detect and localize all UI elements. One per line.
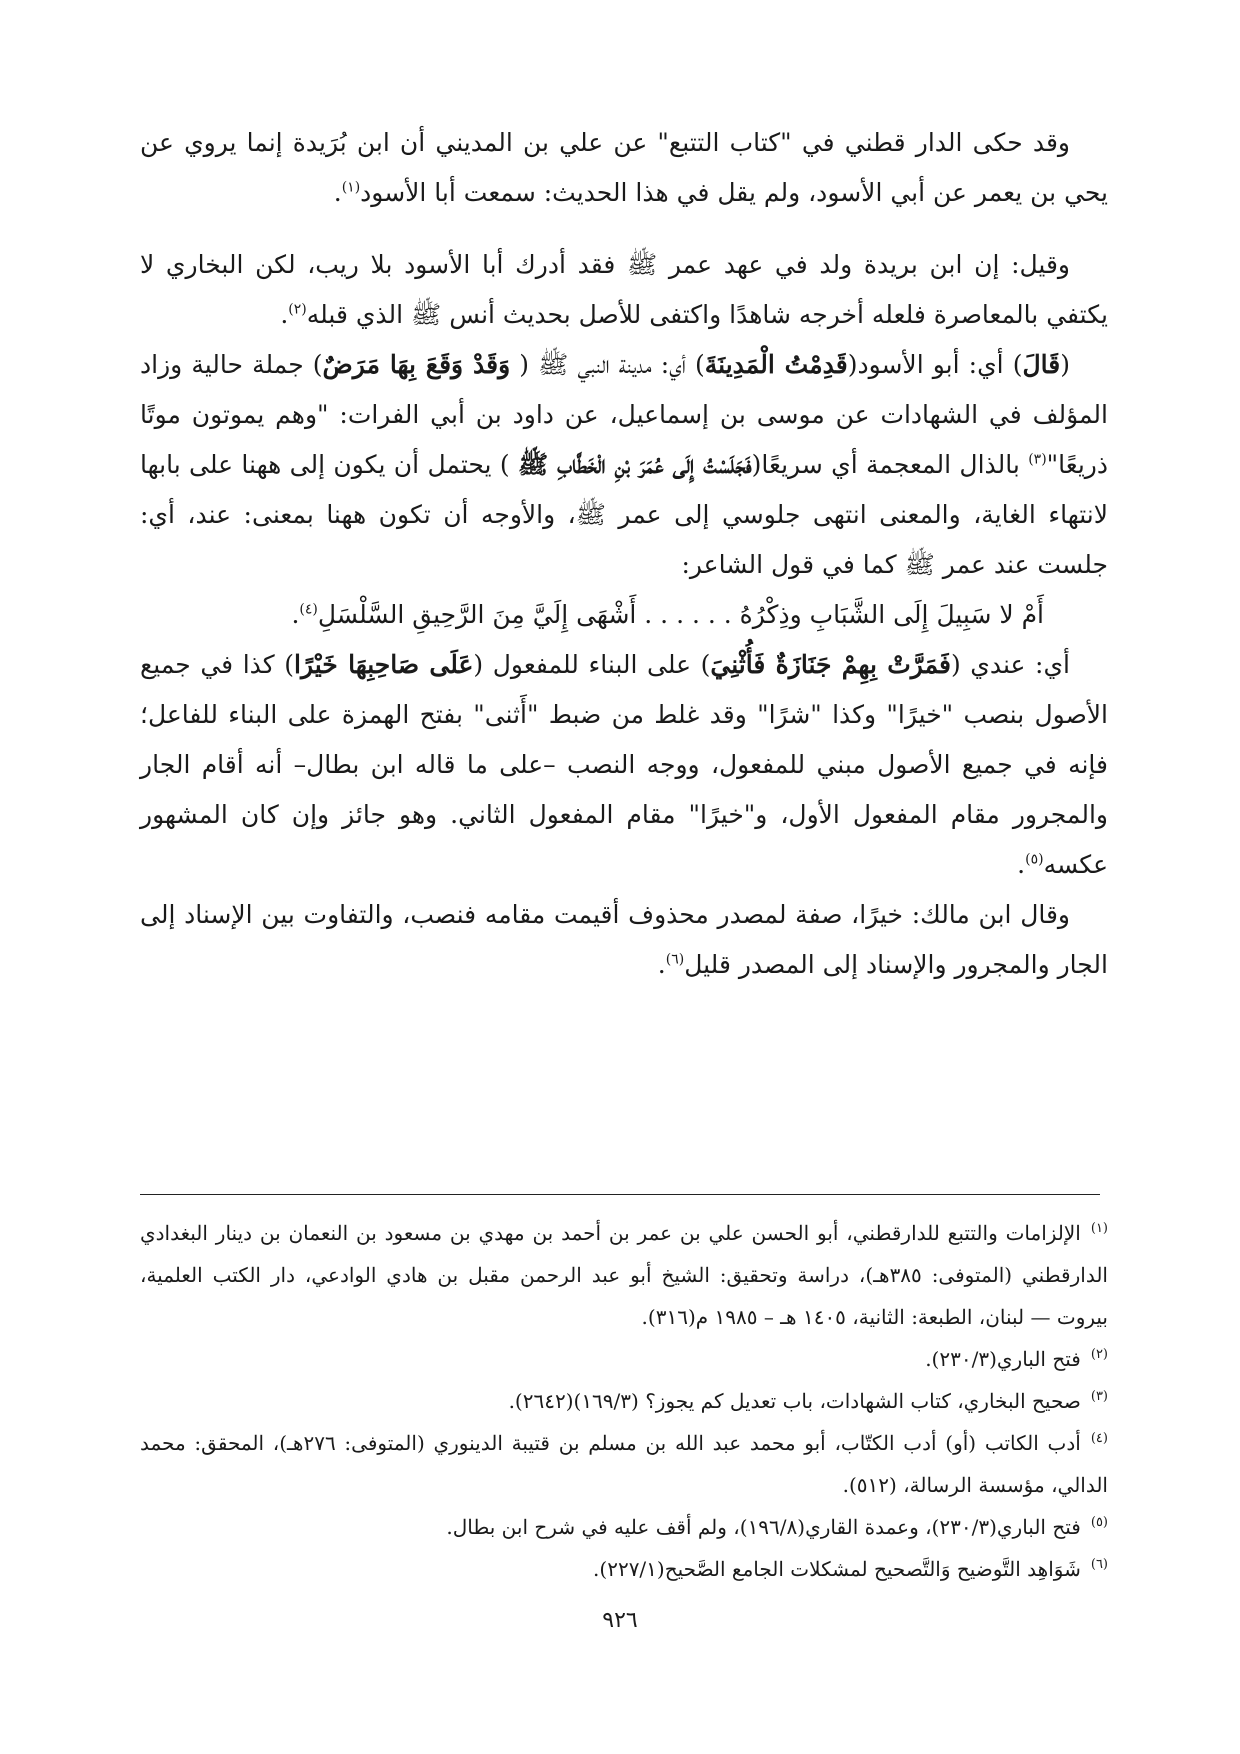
- footnotes: [140, 1212, 1108, 1590]
- main-text: [140, 118, 1108, 990]
- footnote-ref-2[interactable]: (٢): [288, 301, 307, 318]
- footnote-number: (١): [1090, 1221, 1108, 1237]
- footnote-3: $^{(٣)}$صحيح البخاري، كتاب الشهادات، باب تعديل كم يجوز؟ (١٦٩/٣)(٢٦٤٢).: [508, 1389, 1108, 1413]
- paragraph-5: وقال ابن مالك: خيرًا، صفة لمصدر محذوف أقيمت مقامه فنصب، والتفاوت بين الإسناد إلى الجار والمجرور والإسناد إلى المصدر قليل$^{(٦)}$.: [140, 900, 1108, 979]
- footnote-ref-5[interactable]: (٥): [1025, 851, 1044, 868]
- footnote-number: (٦): [1090, 1557, 1108, 1573]
- footnote-separator: [140, 1194, 1100, 1195]
- footnote-ref-1[interactable]: (١): [341, 179, 361, 196]
- paragraph-3: (قَالَ) أي: أبو الأسود(قَدِمْتُ الْمَدِينَةَ) أي: مدينة النبي ﷺ ( وَقَدْ وَقَعَ بِهَا مَرَضٌ) جملة حالية وزاد المؤلف في الشهادات عن موسى بن إسماعيل، عن داود بن أبي الفرات: "وهم يموتون موتًا ذريعًا"$^{(٣)}$ بالذال المعجمة أي سريعًا(فَجَلَسْتُ إِلَى عُمَرَ بْنِ الْخَطَّابِ ﷺ ) يحتمل أن يكون إلى ههنا على بابها لانتهاء الغاية، والمعنى انتهى جلوسي إلى عمر ﷺ، والأوجه أن تكون ههنا بمعنى: عند، أي: جلست عند عمر ﷺ كما في قول الشاعر:: [140, 350, 1109, 579]
- footnote-number: (٢): [1090, 1347, 1108, 1363]
- footnote-5: $^{(٥)}$فتح الباري(٢٣٠/٣)، وعمدة القاري(١٩٦/٨)، ولم أقف عليه في شرح ابن بطال.: [446, 1515, 1108, 1539]
- paragraph-1: وقد حكى الدار قطني في "كتاب التتبع" عن علي بن المديني أن ابن بُرَيدة إنما يروي عن يحي بن يعمر عن أبي الأسود، ولم يقل في هذا الحديث: سمعت أبا الأسود$^{(١)}$.: [140, 128, 1108, 207]
- footnote-4: $^{(٤)}$أدب الكاتب (أو) أدب الكتّاب، أبو محمد عبد الله بن مسلم بن قتيبة الدينوري (المتوفى: ٢٧٦هـ)، المحقق: محمد الدالي، مؤسسة الرسالة، (٥١٢).: [140, 1431, 1108, 1497]
- footnote-1: $^{(١)}$الإلزامات والتتبع للدارقطني، أبو الحسن علي بن عمر بن أحمد بن مهدي بن مسعود بن النعمان بن دينار البغدادي الدارقطني (المتوفى: ٣٨٥هـ)، دراسة وتحقيق: الشيخ أبو عبد الرحمن مقبل بن هادي الوادعي، دار الكتب العلمية، بيروت — لبنان، الطبعة: الثانية، ١٤٠٥ هـ – ١٩٨٥ م(٣١٦).: [140, 1221, 1108, 1329]
- paragraph-2: وقيل: إن ابن بريدة ولد في عهد عمر ﷺ فقد أدرك أبا الأسود بلا ريب، لكن البخاري لا يكتفي بالمعاصرة فلعله أخرجه شاهدًا واكتفى للأصل بحديث أنس ﷺ الذي قبله$^{(٢)}$.: [140, 250, 1108, 329]
- paragraph-4: أي: عندي (فَمَرَّتْ بِهِمْ جَنَازَةٌ فَأُثْنِيَ) على البناء للمفعول (عَلَى صَاحِبِهَا خَيْرًا) كذا في جميع الأصول بنصب "خيرًا" وكذا "شرًا" وقد غلط من ضبط "أَثنى" بفتح الهمزة على البناء للفاعل؛ فإنه في جميع الأصول مبني للمفعول، ووجه النصب –على ما قاله ابن بطال– أنه أقام الجار والمجرور مقام المفعول الأول، و"خيرًا" مقام المفعول الثاني. وهو جائز وإن كان المشهور عكسه$^{(٥)}$.: [140, 650, 1108, 879]
- footnote-number: (٣): [1090, 1389, 1108, 1405]
- footnote-ref-6[interactable]: (٦): [665, 951, 685, 968]
- footnote-ref-3[interactable]: (٣): [1028, 451, 1047, 468]
- footnote-number: (٤): [1090, 1431, 1108, 1447]
- footnote-2: $^{(٢)}$فتح الباري(٢٣٠/٣).: [925, 1347, 1108, 1371]
- footnote-ref-4[interactable]: (٤): [299, 601, 318, 618]
- poetry-verse: أَمْ لا سَبِيلَ إِلَى الشَّبَابِ وذِكْرُهُ . . . . . . أَشْهَى إِلَيَّ مِنَ الرَّحِيقِ السَّلْسَلِ$^{(٤)}$.: [291, 600, 1044, 629]
- page-number: ٩٢٦: [602, 1608, 638, 1633]
- footnote-6: $^{(٦)}$شَوَاهِد التَّوضيح وَالتَّصحيح لمشكلات الجامع الصَّحيح(٢٢٧/١).: [593, 1557, 1108, 1581]
- footnote-number: (٥): [1090, 1515, 1108, 1531]
